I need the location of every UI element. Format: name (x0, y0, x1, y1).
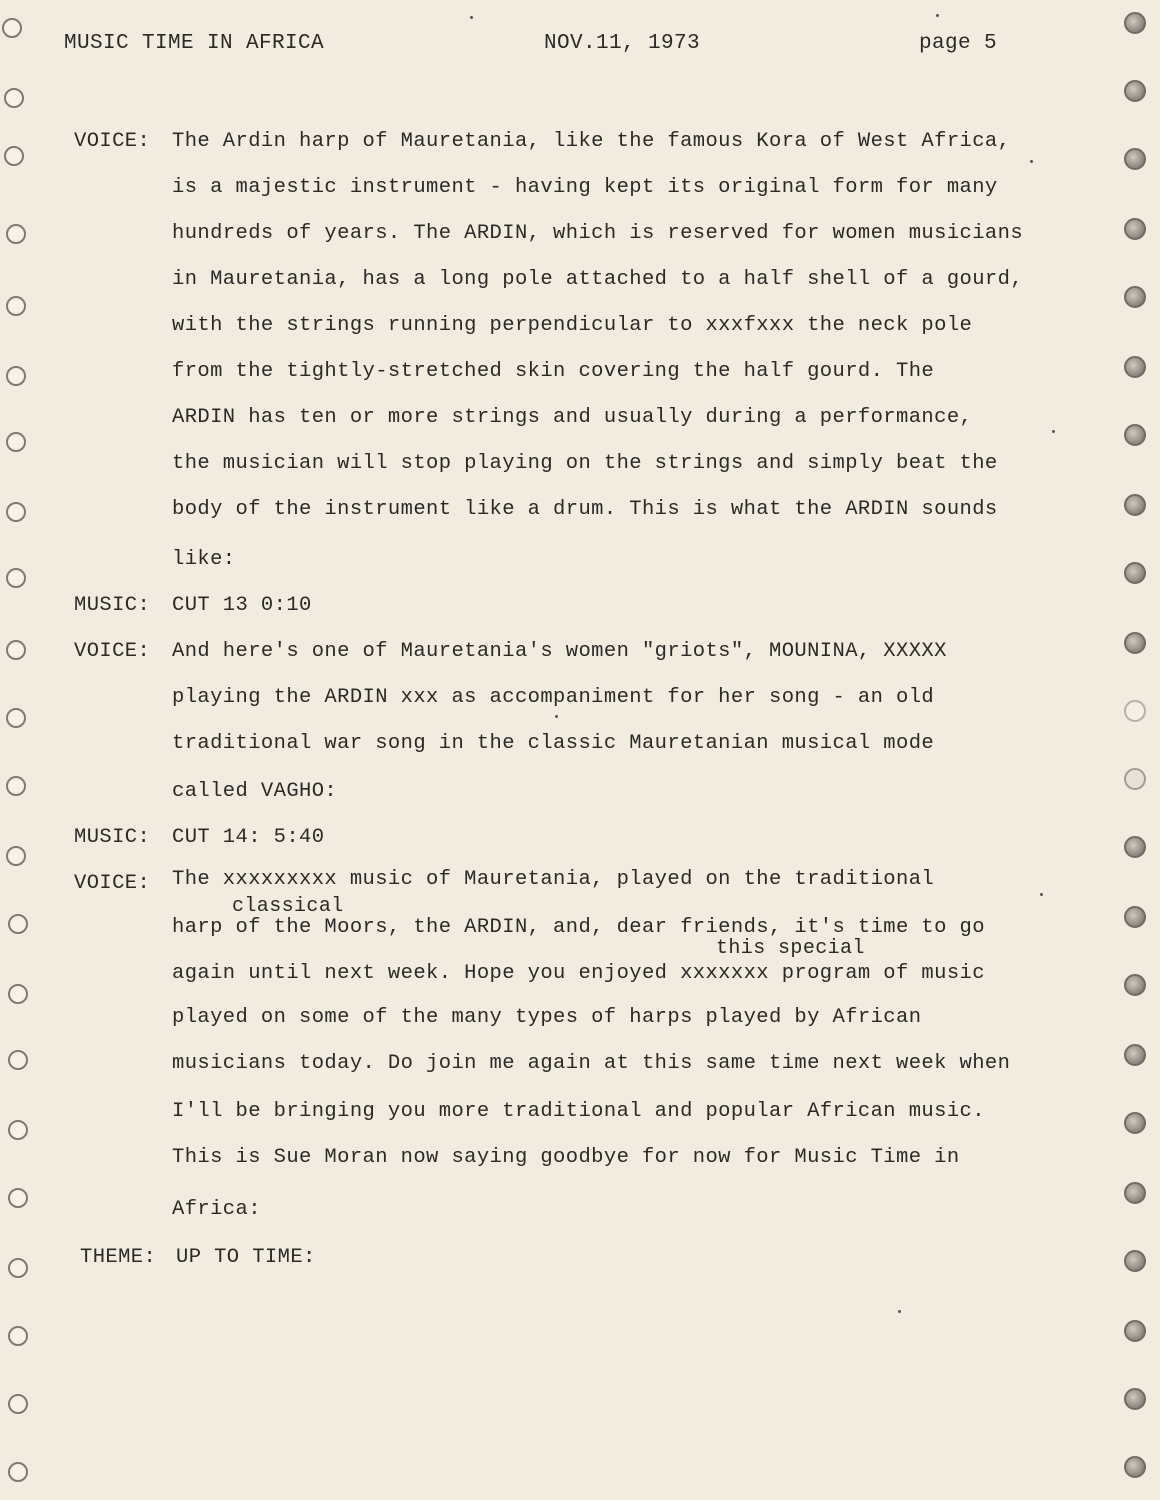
paper-speck (898, 1310, 901, 1313)
punch-hole (1124, 80, 1146, 102)
punch-hole (6, 432, 26, 452)
theme-cue: UP TO TIME: (176, 1246, 316, 1269)
punch-hole (4, 88, 24, 108)
script-line: ARDIN has ten or more strings and usually during a performance, (172, 406, 973, 429)
speaker-label: MUSIC: (74, 594, 151, 617)
script-title: MUSIC TIME IN AFRICA (64, 32, 325, 55)
script-line: playing the ARDIN xxx as accompaniment for her song - an old (172, 686, 935, 709)
music-cue: CUT 13 0:10 (172, 594, 312, 617)
script-line: harp of the Moors, the ARDIN, and, dear friends, it's time to go (172, 916, 985, 939)
punch-hole (6, 366, 26, 386)
script-line: hundreds of years. The ARDIN, which is reserved for women musicians (172, 222, 1024, 245)
script-line: And here's one of Mauretania's women "griots", MOUNINA, XXXXX (172, 640, 947, 663)
punch-hole (1124, 218, 1146, 240)
punch-hole (1124, 148, 1146, 170)
speaker-label: VOICE: (74, 130, 151, 153)
punch-hole (1124, 1456, 1146, 1478)
script-line: The xxxxxxxxx music of Mauretania, played on the traditional (172, 868, 935, 891)
punch-hole (1124, 494, 1146, 516)
punch-hole (1124, 1388, 1146, 1410)
punch-hole (1124, 562, 1146, 584)
inserted-word: classical (232, 895, 344, 918)
punch-hole (8, 984, 28, 1004)
punch-hole (1124, 906, 1146, 928)
script-line: again until next week. Hope you enjoyed xxxxxxx program of music (172, 962, 985, 985)
script-line: like: (172, 548, 236, 571)
punch-hole (6, 568, 26, 588)
paper-speck (470, 16, 473, 19)
script-line: Africa: (172, 1198, 261, 1221)
punch-hole (8, 1188, 28, 1208)
punch-hole (6, 296, 26, 316)
inserted-word: this special (716, 937, 865, 960)
paper-speck (1052, 430, 1055, 433)
punch-hole (1124, 424, 1146, 446)
punch-hole (1124, 768, 1146, 790)
punch-hole (1124, 286, 1146, 308)
punch-hole (1124, 632, 1146, 654)
speaker-label: THEME: (80, 1246, 157, 1269)
punch-hole (6, 708, 26, 728)
punch-hole (1124, 1182, 1146, 1204)
script-line: musicians today. Do join me again at this same time next week when (172, 1052, 1011, 1075)
paper-speck (936, 14, 939, 17)
punch-hole (1124, 974, 1146, 996)
script-line: with the strings running perpendicular to xxxfxxx the neck pole (172, 314, 973, 337)
script-date: NOV.11, 1973 (544, 32, 701, 55)
punch-hole (6, 502, 26, 522)
punch-hole (6, 640, 26, 660)
punch-hole (1124, 700, 1146, 722)
script-line: in Mauretania, has a long pole attached to a half shell of a gourd, (172, 268, 1024, 291)
paper-speck (555, 715, 558, 718)
page-number: page 5 (919, 32, 998, 55)
script-line: called VAGHO: (172, 780, 338, 803)
speaker-label: MUSIC: (74, 826, 151, 849)
script-line: I'll be bringing you more traditional and popular African music. (172, 1100, 985, 1123)
punch-hole (8, 1462, 28, 1482)
script-line: The Ardin harp of Mauretania, like the famous Kora of West Africa, (172, 130, 1011, 153)
script-line: body of the instrument like a drum. This is what the ARDIN sounds (172, 498, 998, 521)
script-line: traditional war song in the classic Mauretanian musical mode (172, 732, 935, 755)
punch-hole (8, 1394, 28, 1414)
script-line: the musician will stop playing on the strings and simply beat the (172, 452, 998, 475)
punch-hole (8, 1326, 28, 1346)
page-header (64, 32, 1010, 62)
paper-speck (1030, 160, 1033, 163)
punch-hole (4, 146, 24, 166)
script-line: played on some of the many types of harps played by African (172, 1006, 922, 1029)
punch-hole (1124, 1044, 1146, 1066)
punch-hole (8, 1050, 28, 1070)
punch-hole (1124, 836, 1146, 858)
script-line: is a majestic instrument - having kept its original form for many (172, 176, 998, 199)
punch-hole (1124, 12, 1146, 34)
punch-hole (6, 224, 26, 244)
punch-hole (2, 18, 22, 38)
punch-hole (8, 1120, 28, 1140)
punch-hole (8, 914, 28, 934)
speaker-label: VOICE: (74, 640, 151, 663)
script-line: This is Sue Moran now saying goodbye for now for Music Time in (172, 1146, 960, 1169)
punch-hole (6, 776, 26, 796)
punch-hole (1124, 1320, 1146, 1342)
paper-speck (1040, 893, 1043, 896)
punch-hole (1124, 356, 1146, 378)
music-cue: CUT 14: 5:40 (172, 826, 325, 849)
script-line: from the tightly-stretched skin covering the half gourd. The (172, 360, 935, 383)
punch-hole (1124, 1250, 1146, 1272)
speaker-label: VOICE: (74, 872, 151, 895)
punch-hole (8, 1258, 28, 1278)
punch-hole (6, 846, 26, 866)
punch-hole (1124, 1112, 1146, 1134)
